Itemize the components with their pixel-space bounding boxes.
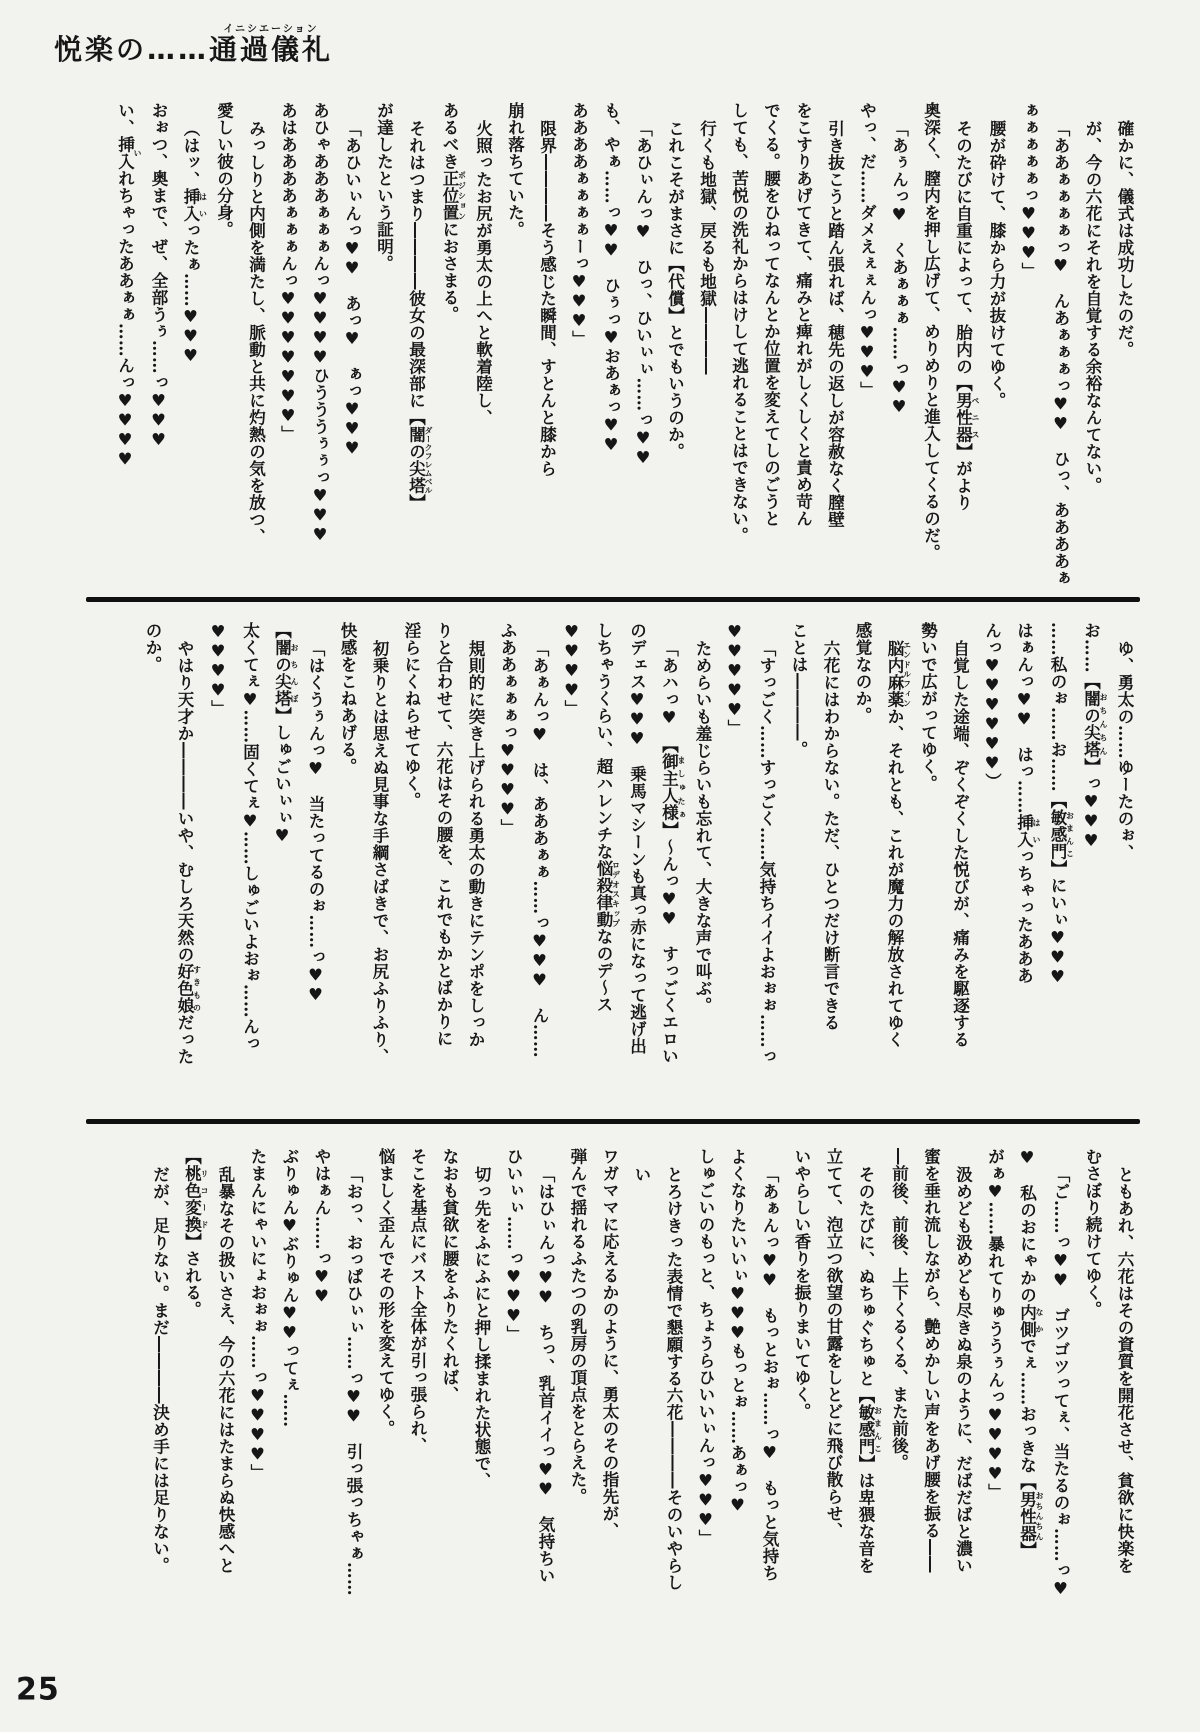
text-column: ぶりゅん♥ぶりゅん♥♥ってぇ…… [280,1148,299,1428]
text-column: やっ、だ……ダメえぇぇんっ♥♥♥」 [857,102,877,399]
text-column: 「おっ、おっぱひぃぃ……っ♥♥ 引っ張っちゃぁ…… [344,1166,363,1596]
text-column: そのたびに、ぬちゅぐちゅと【敏感門おまんこ】は卑猥な音を [856,1166,884,1574]
text-column: はぁんっ♥♥ はっ……挿入はいっちゃったあああ [1014,622,1042,984]
text-section-3 [144,1148,1141,1606]
section-divider-1 [86,597,1140,602]
ruby-term: 正位置ポジション [440,170,468,221]
text-column: 【闇の尖塔おちんぼ】しゅごいぃぃ♥ [272,622,300,846]
ruby-term: 男性器おちんちん [1017,1490,1045,1542]
ruby-term: 男性器ペニス [953,392,981,443]
text-column: 六花にはわからない。ただ、ひとつだけ断言できる [821,640,840,1031]
text-column: やはり天才か――――いや、むしろ天然の好色娘すきものだった [175,640,203,1065]
ruby-term: 悩殺律動ロデオスキップ [594,860,622,928]
text-column: が、今の六花にそれを自覚する余裕なんてない。 [1083,120,1102,494]
text-column: をこすりあげてきて、痛みと痺れがしくしくと責め苛ん [793,102,813,527]
page-title [54,24,333,68]
text-column: いやらしい香りを振りまいてゆく。 [792,1148,811,1420]
text-column: みっしりと内側を満たし、脈動と共に灼熱の気を放つ、 [246,120,266,545]
text-column: 「あひいぃんっ♥♥ あっ♥ ぁっ♥♥♥ [342,120,362,458]
text-column: 行くも地獄、戻るも地獄―――― [697,120,717,375]
text-column: 規則的に突き上げられる勇太の動きにテンポをしっか [466,640,485,1048]
text-section-2 [136,622,1140,1080]
ruby-term: 脳内麻薬エンドルフィン [885,640,913,708]
text-column: のか。 [143,622,162,673]
text-column: 「あぅんっ♥ くあぁぁぁ……っ♥♥ [889,120,909,417]
text-column: 「ご……っ♥♥ ゴツゴツってぇ、当たるのぉ……っ♥ [1051,1166,1070,1599]
page-title-base: 通過儀礼 [209,33,334,66]
text-column: ふああぁぁぁっ♥♥♥♥」 [498,622,517,836]
text-column: ♥ 私のおにゃかの内側なかでぇ……おっきな【男性器おちんちん】 [1017,1148,1045,1559]
text-column: あはああああぁぁぁんっ♥♥♥♥♥♥♥」 [278,102,298,443]
text-column: 【桃色変換リコード】される。 [182,1148,210,1318]
text-column: ぁぁぁぁぁっ♥♥♥」 [1019,102,1038,280]
text-column: 淫らにくねらせてゆく。 [402,622,421,809]
text-column: んっ♥♥♥♥♥♥） [982,622,1002,790]
text-column: 崩れ落ちていた。 [505,102,525,238]
text-column: やはぁん……っ♥♥ [312,1148,331,1306]
text-column: 初乗りとは思えぬ見事な手綱さばきで、お尻ふりふり、 [370,640,389,1065]
text-column: そこを基点にバスト全体が引っ張られ、 [408,1148,427,1454]
text-column: なおも貧欲に腰をふりたくれば、 [440,1148,459,1403]
ruby-term: 闇の尖塔ダークフレムベル [406,426,434,494]
text-column: 「すっごく……すっごく……気持ちイイよおぉぉ……っ [757,640,776,1065]
text-column: 勢いで広がってゆく。 [918,622,938,792]
text-column: 腰が砕けて、膝から力が抜けてゆく。 [987,120,1006,409]
text-column: 快感をこねあげる。 [338,622,357,775]
page-title-prefix: 悦楽の…… [54,33,210,66]
text-column: 「あぁんっ♥ は、あああぁぁ……っ♥♥♥ ん…… [530,640,549,1058]
page-title-ruby-word [209,24,334,66]
text-column: 「あぁんっ♥♥ もっとおぉ……っ♥ もっと気持ち [760,1166,779,1582]
text-column: それはつまり――――彼女の最深部に【闇の尖塔ダークフレムベル】 [406,120,434,511]
ruby-term: 内側なか [1017,1303,1045,1338]
page-number: 25 [16,1671,60,1708]
text-column: しちゃうくらい、超ハレンチな悩殺律動ロデオスキップなのデ〜ス [594,622,622,1013]
text-column: 悩ましく歪んでその形を変えてゆく。 [376,1148,395,1437]
text-column: ―前後、前後、上下くるくる、また前後。 [889,1148,909,1471]
text-column: ともあれ、六花はその資質を開花させ、貧欲に快楽を [1115,1166,1134,1574]
text-column: い、挿入いれちゃったああぁぁ……んっ♥♥♥♥ [115,102,143,469]
text-column: よくなりたいいぃ♥♥♥もっとぉ……あぁっ♥ [728,1148,747,1515]
text-column: ああああぁぁぁぁーっ♥♥♥」 [569,102,589,348]
text-column: が達したという証明。 [374,102,394,272]
text-column: 弾んで揺れるふたつの乳房の頂点をとらえた。 [568,1148,587,1505]
text-column: 「ああぁぁぁぁっ♥ んあぁぁぁっ♥♥ ひっ、ああああぁ [1051,120,1070,587]
text-column: しても、苦悦の洗礼からはけして逃れることはできない。 [729,102,749,544]
text-column: これこそがまさに【代償】とでもいうのか。 [665,120,685,460]
text-column: ことは――――。 [789,622,808,758]
ruby-term: 敏感門おまんこ [1048,809,1076,860]
text-column: むさぼり続けてゆく。 [1083,1148,1102,1318]
text-column: 自覚した途端、ぞくぞくした悦びが、痛みを駆逐する [950,640,970,1048]
text-column: 汲めども汲めども尽きぬ泉のように、だばだばと濃い [953,1166,973,1574]
text-column: ……私のぉ……お……【敏感門おまんこ】にいぃ♥♥♥ [1048,622,1076,987]
text-column: 「あハっ♥ 【御主人様ましゅたぁ】〜んっ♥♥ すっごくエロい [659,640,687,1065]
text-column: 限界――――そう感じた瞬間、すとんと膝から [537,120,557,477]
section-divider-2 [86,1119,1140,1124]
text-column: しゅごいのもっと、ちょうらひいいぃんっ♥♥♥」 [696,1148,715,1547]
text-column: 立てて、泡立つ欲望の甘露をしとどに飛び散らせ、 [824,1148,843,1539]
ruby-term: 挿入はい [1014,814,1042,848]
ruby-term: 挿入い [115,136,143,170]
text-column: 火照ったお尻が勇太の上へと軟着陸し、 [473,120,493,426]
text-column: ♥♥♥♥」 [562,622,581,717]
text-column: 「はくうぅんっ♥ 当たってるのぉ……っ♥♥ [306,640,325,1005]
text-column: のデェス♥♥♥ 乗馬マシーンも真っ赤になって逃げ出 [627,622,647,1055]
text-column: 太くてぇ♥……固くてぇ♥……しゅごいよおぉ……んっ [240,622,260,1052]
text-column: も、やぁ……っ♥♥ ひぅっ♥おあぁっ♥♥ [601,102,621,455]
ruby-term: 好色娘すきもの [175,963,203,1014]
text-column: 奥深く、膣内を押し広げて、めりめりと進入してくるのだ。 [921,102,941,561]
text-column: とろけきった表情で懇願する六花――――そのいやらしい [632,1166,683,1591]
text-column: 感覚なのか。 [853,622,872,724]
text-column: 「あひぃんっ♥ ひっ、ひいぃぃ……っ♥♥ [633,120,653,468]
text-column: でくる。腰をひねってなんとか位置を変えてしのごうと [761,102,781,527]
text-section-1 [109,102,1141,590]
text-column: あるべき正位置ポジションにおさまる。 [440,102,468,323]
text-column: そのたびに自重によって、胎内の【男性器ペニス】がより [953,120,981,511]
text-column: たまんにゃいにょおぉぉ……っ♥♥♥♥」 [248,1148,267,1481]
text-column: お……【闇の尖塔おちんちん】っ♥♥♥ [1081,622,1109,851]
text-column: 「はひぃんっ♥♥ ちっ、乳首イイっ♥♥ 気持ちい [536,1166,555,1584]
text-column: おぉつ、奥まで、ぜ、全部うぅ……っ♥♥♥ [149,102,168,450]
ruby-term: 桃色変換リコード [182,1165,210,1233]
text-column: 確かに、儀式は成功したのだ。 [1115,120,1134,358]
text-column: ためらいも羞じらいも忘れて、大きな声で叫ぶ。 [693,640,712,1014]
text-column: 切っ先をふにふにと押し揉まれた状態で、 [472,1166,491,1489]
text-column: だが、足りない。まだ――――決め手には足りない。 [150,1166,170,1574]
text-column: ゆ、勇太の……ゆーたのぉ、 [1115,640,1134,861]
ruby-term: 挿入はい [181,188,209,222]
text-column: 引き抜こうと踏ん張れば、穂先の返しが容赦なく膣壁 [825,120,845,528]
text-column: ♥♥♥♥♥」 [725,622,744,737]
text-column: あひゃあああぁぁぁんっ♥♥♥♥ひうううぅぅっ♥♥♥ [310,102,330,545]
ruby-term: 敏感門おまんこ [856,1404,884,1455]
page-title-furigana: イニシエーション [209,24,334,35]
text-column: ひいぃぃ……っ♥♥♥」 [504,1148,523,1343]
text-column: がぁ♥……暴れてりゅううぅんっ♥♥♥♥」 [985,1148,1005,1501]
text-column: 蜜を垂れ流しながら、艶めかしい声をあげ腰を振る―― [921,1148,941,1573]
text-column: りと合わせて、六花はその腰を、これでもかとばかりに [434,622,453,1047]
ruby-term: 闇の尖塔おちんぼ [272,639,300,707]
text-column: 愛しい彼の分身。 [214,102,234,238]
text-column: 乱暴なその扱いさえ、今の六花にはたまらぬ快感へと [216,1166,235,1574]
text-column: ワガママに応えるかのように、勇太のその指先が、 [600,1148,619,1539]
text-column: 脳内麻薬エンドルフィンか、それとも、これが魔力の解放されてゆく [885,640,913,1048]
text-column: ♥♥♥♥」 [208,622,228,717]
ruby-term: 御主人様ましゅたぁ [659,753,687,822]
text-column: （はッ、挿入はいったぁ……♥♥♥ [181,120,209,366]
ruby-term: 闇の尖塔おちんちん [1081,690,1109,758]
